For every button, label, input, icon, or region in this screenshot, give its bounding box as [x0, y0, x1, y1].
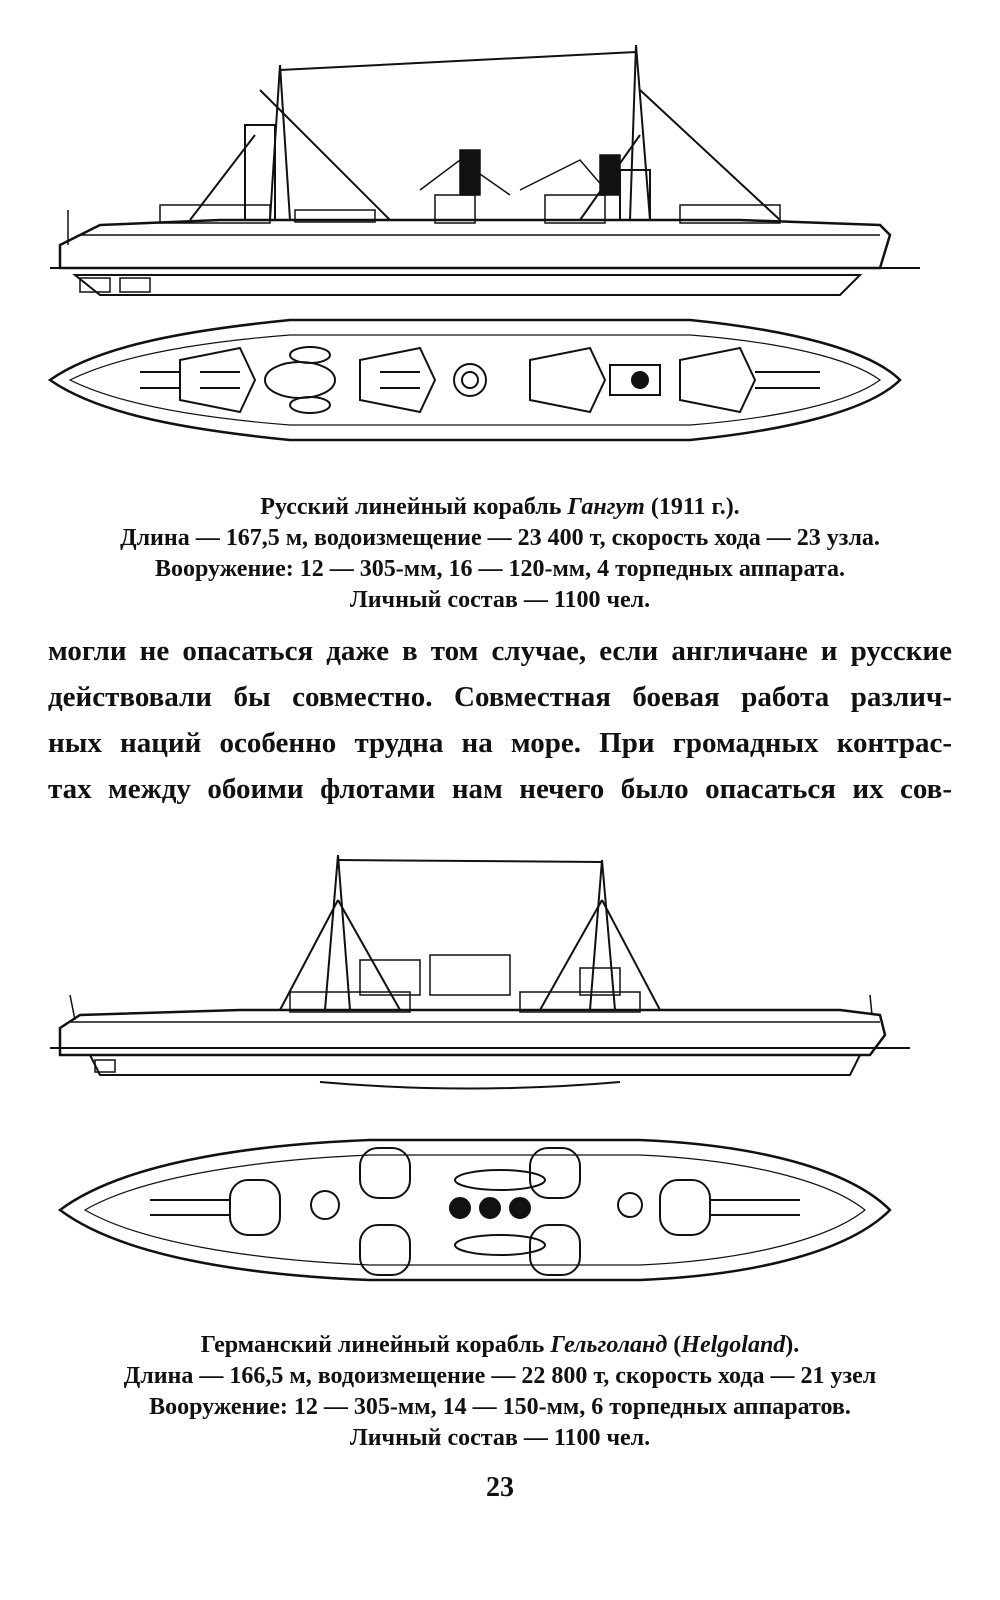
page-number: 23: [486, 1472, 514, 1503]
gangut-caption: [30, 492, 970, 616]
helgoland-top-view: [60, 1140, 890, 1280]
gangut-ship-drawing: [40, 30, 960, 490]
gangut-side-profile: [50, 45, 920, 295]
gangut-title-prefix: Русский линейный корабль: [260, 494, 568, 520]
helgoland-caption-crew: Личный состав — 1100 чел.: [349, 1425, 651, 1451]
gangut-caption-title: [30, 492, 970, 523]
body-line: тах между обоими флотами нам нечего было опасаться их сов-: [48, 773, 952, 805]
helgoland-ship-drawing: [40, 850, 960, 1330]
helgoland-title-prefix: Германский линейный корабль: [200, 1332, 551, 1358]
gangut-caption-armament: Вооружение: 12 — 305-мм, 16 — 120-мм, 4 торпедных аппарата.: [155, 556, 845, 582]
body-line: ных наций особенно трудна на море. При громадных контрас-: [48, 727, 952, 759]
body-paragraph: [48, 628, 952, 812]
helgoland-title-paren: (: [667, 1332, 682, 1358]
helgoland-title-suffix: ).: [785, 1332, 800, 1358]
gangut-caption-crew: Личный состав — 1100 чел.: [349, 587, 651, 613]
helgoland-caption: [30, 1330, 970, 1454]
gangut-caption-dimensions: Длина — 167,5 м, водоизмещение — 23 400 т, скорость хода — 23 узла.: [120, 525, 880, 551]
gangut-title-suffix: (1911 г.).: [644, 494, 740, 520]
gangut-top-view: [50, 320, 900, 440]
helgoland-ship-name-latin: Helgoland: [681, 1332, 786, 1358]
helgoland-ship-name: Гельголанд: [550, 1332, 668, 1358]
helgoland-side-profile: [50, 855, 910, 1089]
body-line: могли не опасаться даже в том случае, если англичане и русские: [48, 635, 952, 667]
helgoland-caption-title: [30, 1330, 970, 1361]
helgoland-caption-armament: Вооружение: 12 — 305-мм, 14 — 150-мм, 6 торпедных аппаратов.: [149, 1394, 851, 1420]
helgoland-caption-dimensions: Длина — 166,5 м, водоизмещение — 22 800 т, скорость хода — 21 узел: [123, 1363, 877, 1389]
gangut-ship-name: Гангут: [567, 494, 645, 520]
body-line: действовали бы совместно. Совместная боевая работа различ-: [48, 681, 952, 713]
